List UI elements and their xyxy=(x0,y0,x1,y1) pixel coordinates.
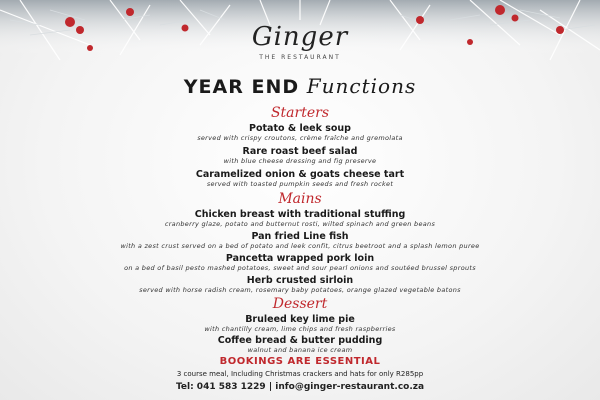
contact-info: Tel: 041 583 1229 | info@ginger-restaurant.co.za xyxy=(175,382,425,392)
menu-item-description: with blue cheese dressing and fig preserve xyxy=(223,157,377,165)
menu-item-title: Bruleed key lime pie xyxy=(245,314,355,325)
menu-item-title: Pancetta wrapped pork loin xyxy=(225,253,375,264)
menu-item-description: with a zest crust served on a bed of potato and leek confit, citrus beetroot and a splash lemon puree xyxy=(120,242,480,250)
menu-item-title: Potato & leek soup xyxy=(249,123,351,134)
menu-item-description: walnut and banana ice cream xyxy=(247,346,353,354)
menu-item-title: Caramelized onion & goats cheese tart xyxy=(195,169,405,180)
menu-item-description: with chantilly cream, lime chips and fresh raspberries xyxy=(204,325,396,333)
menu-item-description: served with crispy croutons, crème fraîche and gremolata xyxy=(197,134,403,142)
bookings-notice: BOOKINGS ARE ESSENTIAL xyxy=(219,356,381,367)
course-price-note: 3 course meal, Including Christmas crackers and hats for only R285pp xyxy=(176,370,424,378)
title-script: Functions xyxy=(306,74,417,98)
section-heading-dessert: Dessert xyxy=(272,296,328,312)
restaurant-logo-subtitle: THE RESTAURANT xyxy=(259,54,341,61)
section-heading-starters: Starters xyxy=(270,105,330,121)
page-title xyxy=(0,74,600,98)
menu-item-description: served with toasted pumpkin seeds and fresh rocket xyxy=(206,180,394,188)
menu-item-title: Rare roast beef salad xyxy=(242,146,358,157)
menu-item-description: served with horse radish cream, rosemary baby potatoes, orange glazed vegetable batons xyxy=(139,286,461,294)
menu-item-description: cranberry glaze, potato and butternut rosti, wilted spinach and green beans xyxy=(164,220,436,228)
menu-item-description: on a bed of basil pesto mashed potatoes, sweet and sour pearl onions and soutéed brussel sprouts xyxy=(124,264,476,272)
title-main: YEAR END xyxy=(183,76,300,98)
menu-item-title: Herb crusted sirloin xyxy=(246,275,354,286)
menu-item-title: Coffee bread & butter pudding xyxy=(217,335,383,346)
menu-item-title: Chicken breast with traditional stuffing xyxy=(194,209,406,220)
section-heading-mains: Mains xyxy=(278,191,322,207)
menu-item-title: Pan fried Line fish xyxy=(251,231,349,242)
restaurant-logo: Ginger xyxy=(251,22,349,52)
